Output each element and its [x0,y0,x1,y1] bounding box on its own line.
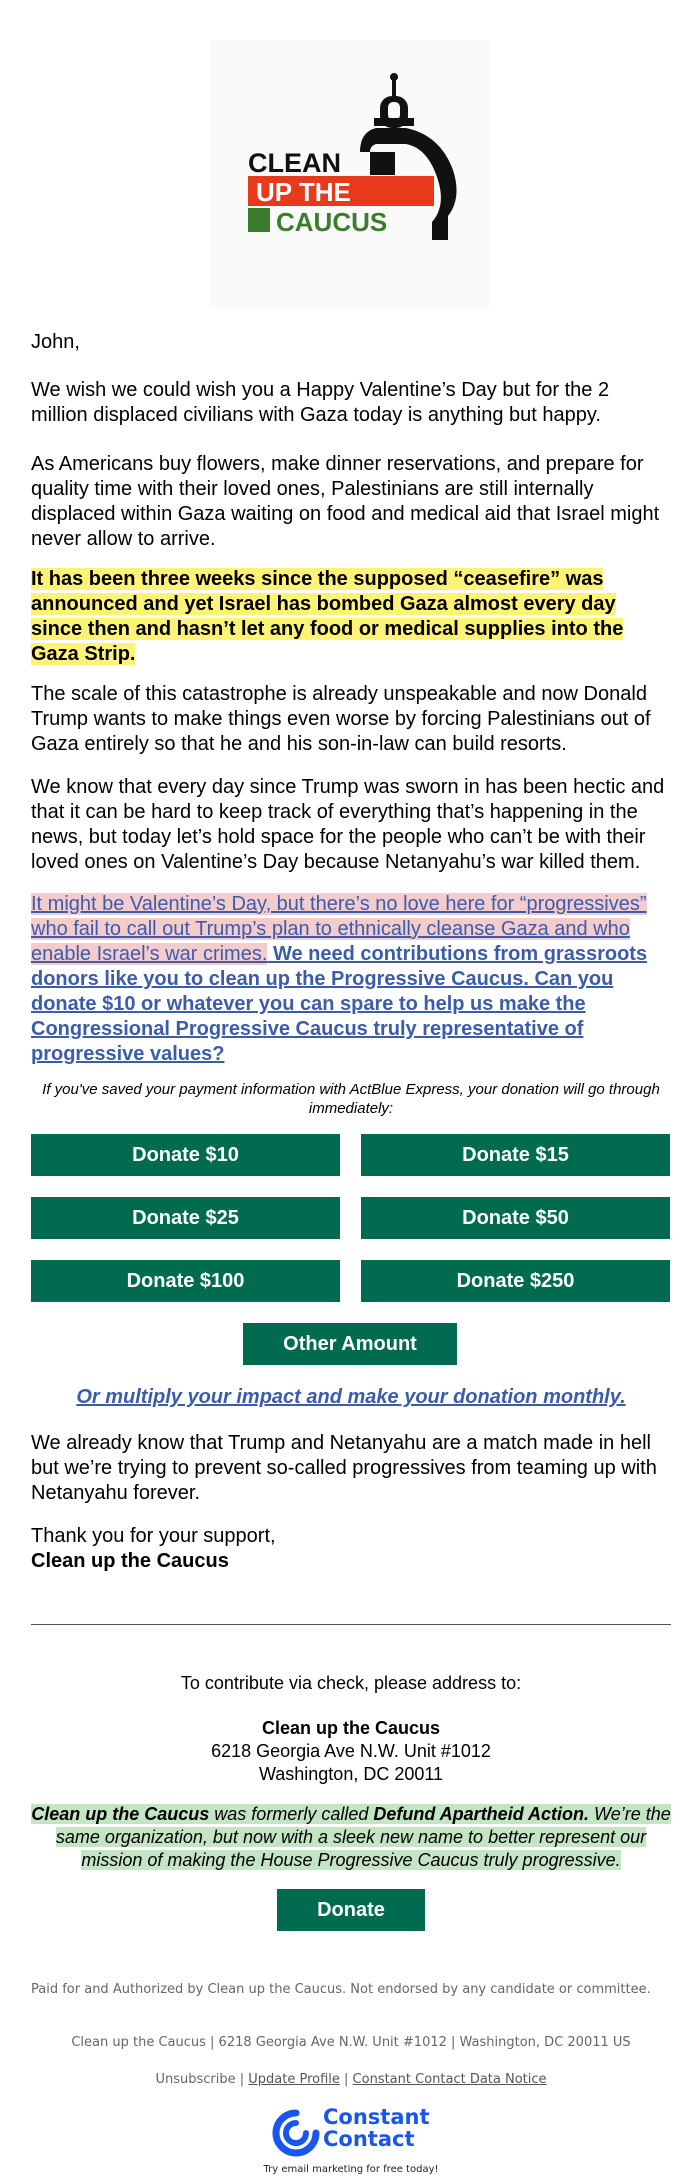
highlighted-ceasefire-text: It has been three weeks since the supposed “ceasefire” was announced and yet Israel has bombed Gaza almost every day since then and hasn’t let any food or medical supplies into the Gaza Strip. [31,568,624,665]
constant-contact-logo[interactable] [271,2106,441,2156]
logo-line-1: CLEAN [248,148,341,178]
rename-text-2: We’re the same organization, but now with a sleek new name to better represent our mission of making the House Progressive Caucus truly progressive. [55,1804,671,1870]
paragraph-1 [31,378,671,428]
donate-10-button[interactable]: Donate $10 [31,1134,340,1176]
logo-line-2: UP THE [256,177,351,207]
paragraph-5 [31,775,671,875]
signature: Clean up the Caucus [31,1550,229,1572]
donate-ask-link-pink[interactable]: It might be Valentine’s Day, but there’s no love here for “progressives” who fail to call out Trump’s plan to ethnically cleanse Gaza and who enable Israel’s war crimes. [31,893,647,965]
cc-word-1: Constant [323,2105,430,2129]
paid-for-text: Paid for and Authorized by Clean up the Caucus. Not endorsed by any candidate or committee. [31,1982,651,1997]
greeting: John, [31,331,80,353]
monthly-link-block [31,1386,671,1409]
footer-address-text: Clean up the Caucus | 6218 Georgia Ave N.W. Unit #1012 | Washington, DC 20011 US [71,2035,631,2050]
paragraph-7 [31,1431,671,1506]
donate-ask-link-plain[interactable]: We need contributions from grassroots donors like you to clean up the Progressive Caucus. Can you donate $10 or whatever you can spare to help us make the Congressional Progressive Caucus truly representative of progressive values? [31,943,648,1065]
other-amount-button[interactable]: Other Amount [243,1323,457,1365]
cc-tagline-text: Try email marketing for free today! [263,2164,439,2175]
donate-50-button[interactable]: Donate $50 [361,1197,670,1239]
paragraph-1-text: We wish we could wish you a Happy Valentine’s Day but for the 2 million displaced civilians with Gaza today is anything but happy. [31,379,610,426]
constant-contact-icon [271,2108,321,2158]
paid-for-disclaimer [31,1982,671,1997]
donate-100-button[interactable]: Donate $100 [31,1260,340,1302]
rename-text-1: was formerly called [209,1804,374,1824]
footer-sep-2: | [339,2072,353,2087]
paragraph-4 [31,682,671,757]
check-intro: To contribute via check, please address to: [180,1673,522,1693]
check-street: 6218 Georgia Ave N.W. Unit #1012 [211,1741,491,1761]
update-profile-link[interactable]: Update Profile [248,2072,340,2087]
paragraph-2 [31,452,671,552]
actblue-note [31,1080,671,1118]
clean-up-the-caucus-logo [210,40,490,308]
paragraph-4-text: The scale of this catastrophe is already unspeakable and now Donald Trump wants to make things even worse by forcing Palestinians out of Gaza entirely so that he and his son-in-law can build resorts. [31,683,651,755]
signoff: Thank you for your support, [31,1525,276,1547]
divider [31,1624,671,1625]
rename-old-name: Defund Apartheid Action. [373,1804,590,1824]
footer-links [31,2072,671,2087]
cc-word-2: Contact [323,2127,415,2151]
cc-tagline [31,2164,671,2175]
rename-notice [31,1803,671,1872]
greeting-block [31,330,671,355]
paragraph-2-text: As Americans buy flowers, make dinner reservations, and prepare for quality time with their loved ones, Palestinians are still internally displaced within Gaza waiting on food and medical aid that Israel might never allow to arrive. [31,453,660,550]
rename-org-name: Clean up the Caucus [31,1804,210,1824]
donate-25-button[interactable]: Donate $25 [31,1197,340,1239]
paragraph-5-text: We know that every day since Trump was sworn in has been hectic and that it can be hard to keep track of everything that’s happening in the news, but today let’s hold space for the people who can’t be with their loved ones on Valentine’s Day because Netanyahu’s war killed them. [31,776,665,873]
logo-black-bar [370,152,395,175]
monthly-donation-link[interactable]: Or multiply your impact and make your donation monthly. [76,1386,626,1408]
data-notice-link[interactable]: Constant Contact Data Notice [352,2072,547,2087]
check-instructions [31,1672,671,1695]
logo-green-block [248,208,270,232]
paragraph-7-text: We already know that Trump and Netanyahu are a match made in hell but we’re trying to prevent so-called progressives from teaming up with Netanyahu forever. [31,1432,657,1504]
unsubscribe-link[interactable]: Unsubscribe [155,2072,236,2087]
donate-bottom-button[interactable]: Donate [277,1889,425,1931]
signoff-block [31,1524,671,1574]
actblue-note-text: If you've saved your payment information with ActBlue Express, your donation will go through immediately: [42,1081,660,1117]
logo [210,40,490,308]
donate-ask-link[interactable] [31,893,647,1065]
donate-ask-paragraph [31,892,671,1067]
logo-line-3: CAUCUS [276,207,388,237]
donate-250-button[interactable]: Donate $250 [361,1260,670,1302]
check-name: Clean up the Caucus [261,1718,441,1738]
check-city: Washington, DC 20011 [258,1764,444,1784]
check-address [31,1717,671,1786]
footer-sep-1: | [235,2072,249,2087]
donate-15-button[interactable]: Donate $15 [361,1134,670,1176]
footer-address [31,2035,671,2050]
paragraph-3 [31,567,671,667]
